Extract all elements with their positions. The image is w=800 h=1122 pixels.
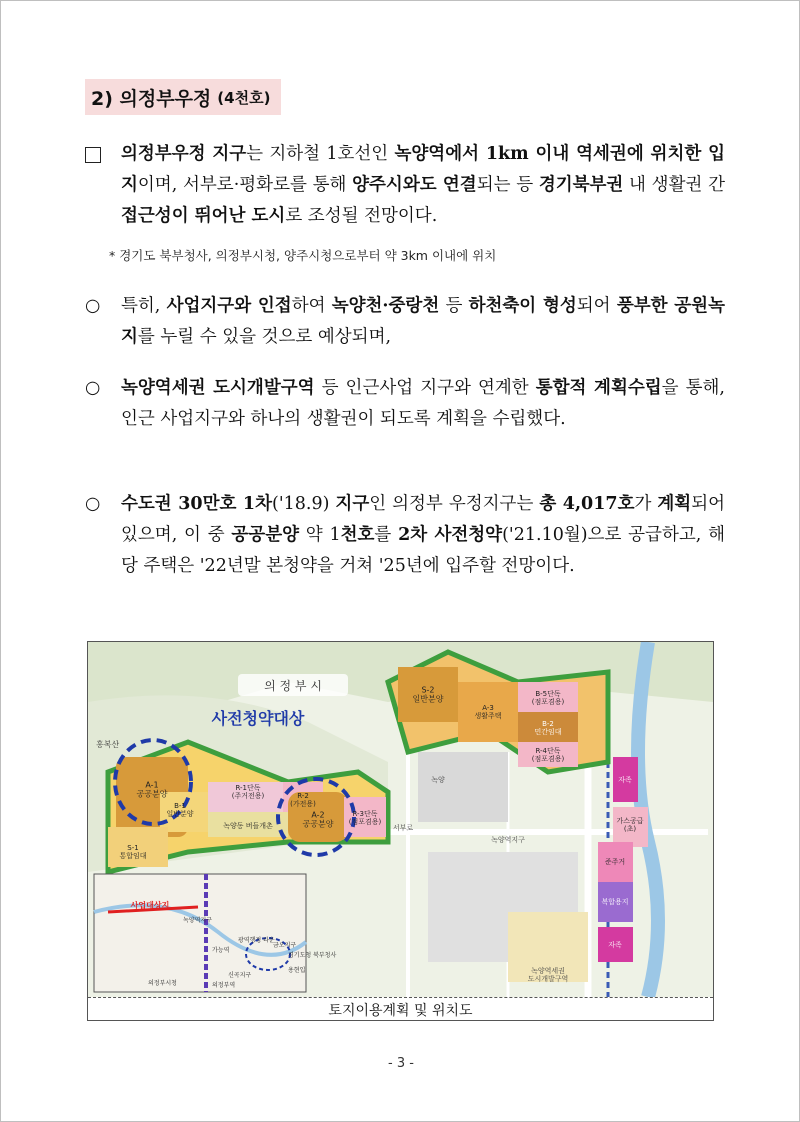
footnote: * 경기도 북부청사, 의정부시청, 양주시청으로부터 약 3km 이내에 위치 — [109, 248, 497, 263]
block-a2: A-2 공공분양 — [302, 810, 334, 829]
text: 약 1 — [299, 525, 341, 545]
presale-label: 사전청약대상 — [211, 709, 305, 728]
text: ('21.10월)으로 공급하고, 해당 주택은 '22년말 본청약을 거쳐 '25년에 입주할 전망이다. — [121, 525, 725, 576]
inset-uijeongbu-station: 의정부역 — [212, 982, 236, 989]
section-title: 2) 의정부우정 — [91, 87, 212, 110]
text-bold: 양주시와도 연결 — [352, 175, 477, 195]
paragraph-body — [121, 291, 725, 353]
text-bold: 풍부한 공원녹지 — [121, 296, 725, 347]
text: 가 — [634, 494, 658, 514]
place-nokyang-dev: 녹양역세권 도시개발구역 — [527, 967, 569, 983]
block-b1: B-1 일반분양 — [166, 802, 194, 818]
paragraph-location — [85, 139, 725, 232]
inset-target: 사업대상지 — [130, 901, 170, 910]
paragraph-parks — [85, 291, 725, 353]
block-s2: S-2 일반분양 — [412, 685, 444, 704]
city-label: 의 정 부 시 — [264, 679, 322, 693]
text: 되어 — [576, 296, 617, 316]
text: 를 누릴 수 있을 것으로 예상되며, — [137, 327, 392, 347]
location-inset — [94, 874, 336, 992]
land-use-map — [88, 642, 713, 997]
figure-caption: 토지이용계획 및 위치도 — [88, 997, 713, 1021]
inset-uijeongbu-gov: 의정부시청 — [148, 980, 177, 987]
text: 등 인근사업 지구와 연계한 — [314, 378, 536, 398]
text: 특히, — [121, 296, 167, 316]
paragraph-body — [121, 373, 725, 435]
place-seobu: 서부로 — [392, 824, 414, 832]
text-bold: 공공분양 — [231, 525, 300, 545]
inset-gano: 가능역 — [212, 947, 230, 954]
land-use-figure — [87, 641, 714, 1021]
text-bold: 수도권 30만호 1차 — [121, 494, 272, 514]
block-r3: R-3단독 (점포겸용) — [348, 810, 382, 826]
inset-nokyang-station: 녹양역지구 — [183, 917, 212, 924]
text-bold: 접근성이 뛰어난 도시 — [121, 206, 286, 226]
circle-bullet: ○ — [85, 378, 101, 398]
inset-yongam: 용현입 — [288, 967, 306, 974]
text: 내 생활권 간 — [623, 175, 725, 195]
block-a1: A-1 공공분양 — [136, 780, 168, 799]
block-gas: 가스공급 (초) — [616, 817, 644, 833]
inset-singok: 신곡지구 — [228, 972, 252, 979]
text-bold: 녹양천·중랑천 — [331, 296, 440, 316]
checkbox-bullet — [85, 139, 109, 174]
text-bold: 사업지구와 인접 — [166, 296, 292, 316]
section-heading — [85, 79, 281, 115]
text: ('18.9) — [272, 494, 336, 514]
section-subtitle: (4천호) — [217, 88, 271, 107]
inset-public-town: 광역행정 타운 — [238, 937, 275, 944]
text: 이며, 서부로·평화로를 통해 — [137, 175, 353, 195]
text-bold: 2차 사전청약 — [398, 525, 503, 545]
text-bold: 통합적 계획수립 — [535, 378, 662, 398]
text: 되는 등 — [476, 175, 539, 195]
block-r1: R-1단독 (주거전용) — [231, 784, 265, 800]
circle-bullet: ○ — [85, 296, 101, 316]
block-s1: S-1 통합임대 — [119, 844, 147, 860]
text-bold: 지구 — [335, 494, 370, 514]
text-bold: 의정부우정 지구 — [121, 144, 247, 164]
inset-geumo: 금오지구 — [273, 942, 297, 949]
text: 등 — [439, 296, 469, 316]
paragraph-body — [121, 139, 725, 232]
paragraph-planning — [85, 373, 725, 435]
text-bold: 녹양역세권 도시개발구역 — [121, 378, 315, 398]
block-jugeo: 준주거 — [604, 858, 626, 866]
block-b5: B-5단독 (점포겸용) — [531, 690, 565, 706]
block-a3: A-3 생활주택 — [474, 704, 502, 720]
text: 인 의정부 우정지구는 — [369, 494, 540, 514]
text-bold: 천호 — [340, 525, 375, 545]
text-bold: 경기북부권 — [538, 175, 624, 195]
place-nokyang: 녹양 — [431, 776, 445, 784]
text: 하여 — [291, 296, 332, 316]
block-r4: R-4단독 (점포겸용) — [531, 747, 565, 763]
paragraph-supply — [85, 489, 725, 582]
block-b2: B-2 민간임대 — [534, 720, 562, 736]
text-bold: 하천축이 형성 — [468, 296, 577, 316]
block-r2: R-2 (가전용) — [290, 792, 316, 808]
circle-bullet: ○ — [85, 494, 101, 514]
paragraph-body — [121, 489, 725, 582]
inset-gyeonggi-gov: 경기도청 북부청사 — [288, 952, 337, 959]
text: 되어 있으며, 이 중 — [121, 494, 725, 545]
text: 를 — [374, 525, 399, 545]
block-sz1: 자족 — [618, 776, 632, 784]
place-nokyang-station-area: 녹양역지구 — [491, 836, 525, 844]
text: 는 지하철 1호선인 — [246, 144, 395, 164]
block-sz3: 자족 — [608, 941, 622, 949]
place-hongboksan: 홍복산 — [96, 740, 120, 749]
text: 을 통해, 인근 사업지구와 하나의 생활권이 되도록 계획을 수립했다. — [121, 378, 725, 429]
text: 로 조성될 전망이다. — [285, 206, 438, 226]
page-number: - 3 - — [388, 1056, 414, 1071]
block-bokhap: 복합용지 — [601, 898, 629, 906]
text-bold: 총 4,017호 — [539, 494, 635, 514]
text-bold: 녹양역에서 1km 이내 역세권에 위치한 입지 — [121, 144, 725, 195]
place-greenbelt: 녹양동 버들개촌 — [223, 822, 273, 830]
text-bold: 계획 — [657, 494, 692, 514]
